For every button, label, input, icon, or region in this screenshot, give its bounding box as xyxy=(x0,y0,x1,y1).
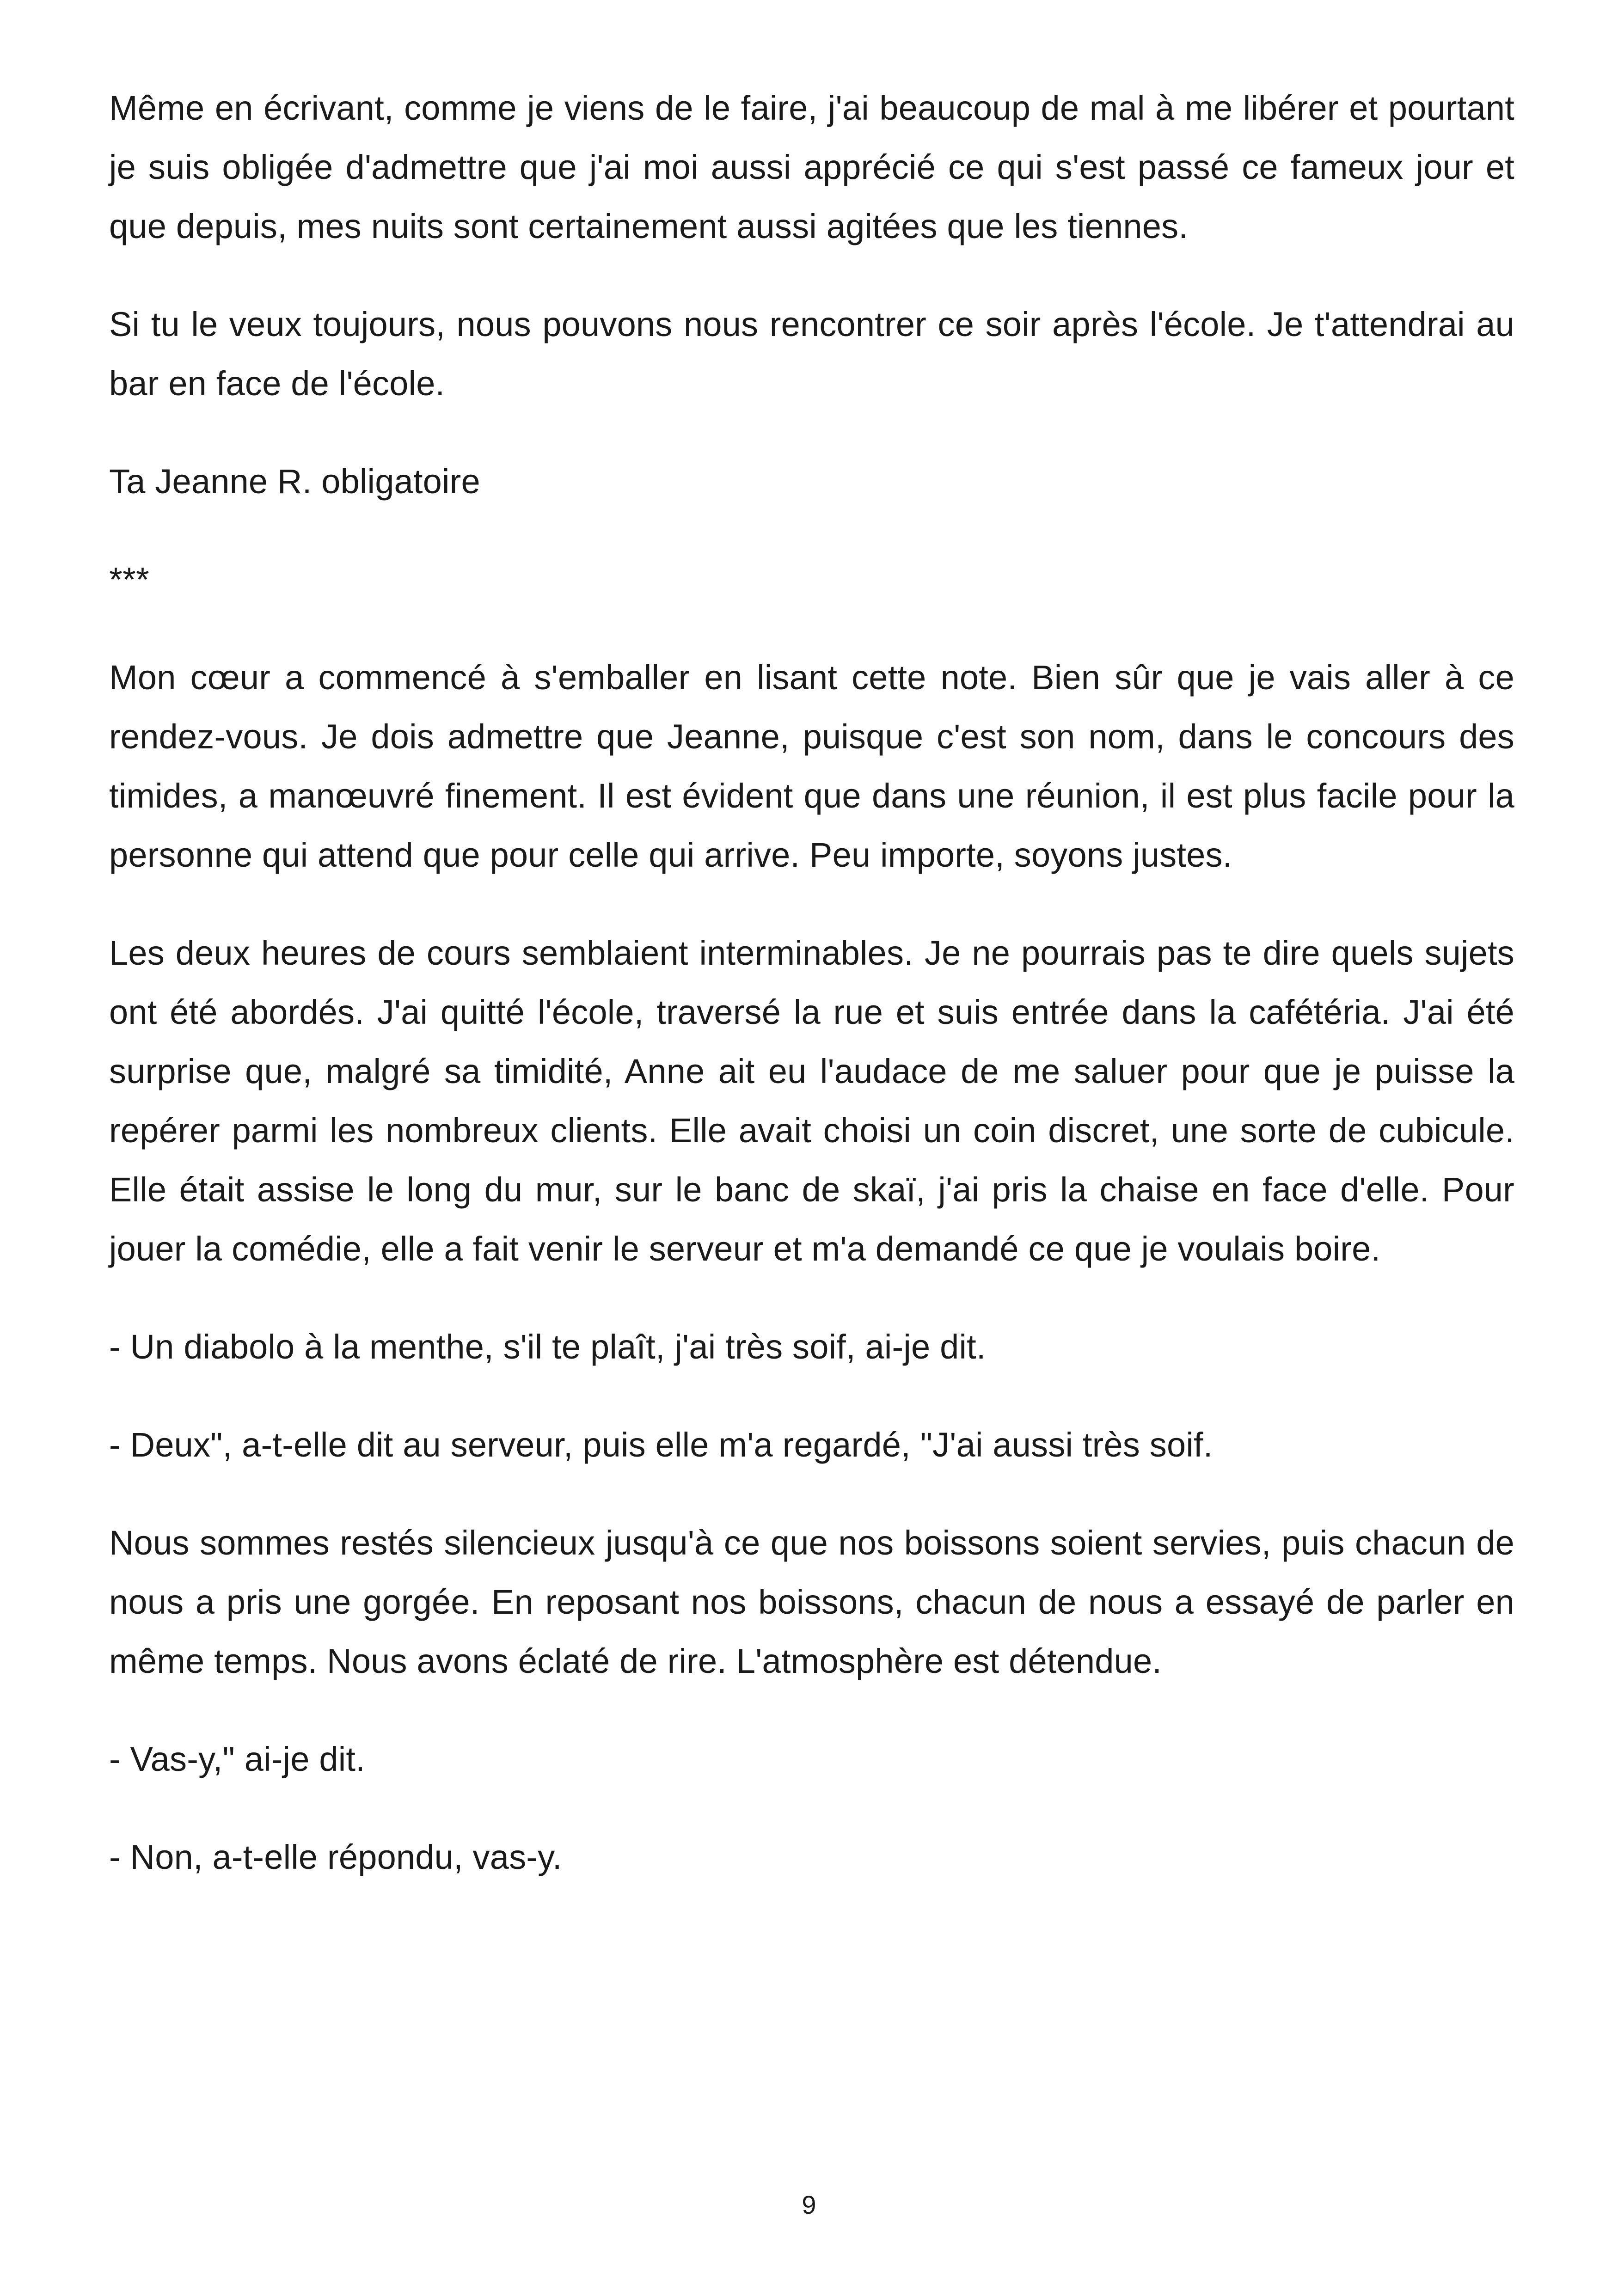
dialogue-line: - Deux", a-t-elle dit au serveur, puis elle m'a regardé, "J'ai aussi très soif. xyxy=(109,1426,1213,1464)
paragraph-silence: Nous sommes restés silencieux jusqu'à ce que nos boissons soient servies, puis chacun de nous a pris une gorgée. En reposant nos boissons, chacun de nous a essayé de parler en même temps. Nous avons éclaté de rire. L'atmosphère est détendue. xyxy=(109,1524,1514,1680)
dialogue-line: - Non, a-t-elle répondu, vas-y. xyxy=(109,1838,562,1876)
paragraph-heart-racing: Mon cœur a commencé à s'emballer en lisant cette note. Bien sûr que je vais aller à ce rendez-vous. Je dois admettre que Jeanne, puisque c'est son nom, dans le concours des timides, a manœuvré finement. Il est évident que dans une réunion, il est plus facile pour la personne qui attend que pour celle qui arrive. Peu importe, soyons justes. xyxy=(109,658,1514,874)
paragraph-cafeteria: Les deux heures de cours semblaient interminables. Je ne pourrais pas te dire quels sujets ont été abordés. J'ai quitté l'école, traversé la rue et suis entrée dans la cafétéria. J'ai été surprise que, malgré sa timidité, Anne ait eu l'audace de me saluer pour que je puisse la repérer parmi les nombreux clients. Elle avait choisi un coin discret, une sorte de cubicule. Elle était assise le long du mur, sur le banc de skaï, j'ai pris la chaise en face d'elle. Pour jouer la comédie, elle a fait venir le serveur et m'a demandé ce que je voulais boire. xyxy=(109,934,1514,1268)
paragraph-letter-confession: Même en écrivant, comme je viens de le faire, j'ai beaucoup de mal à me libérer et pourtant je suis obligée d'admettre que j'ai moi aussi apprécié ce qui s'est passé ce fameux jour et que depuis, mes nuits sont certainement aussi agitées que les tiennes. xyxy=(109,89,1514,245)
page-number: 9 xyxy=(802,2190,816,2219)
paragraph-letter-signature: Ta Jeanne R. obligatoire xyxy=(109,462,480,501)
document-page xyxy=(109,79,1514,1926)
dialogue-line: - Vas-y," ai-je dit. xyxy=(109,1740,365,1778)
paragraph-letter-meeting: Si tu le veux toujours, nous pouvons nous rencontrer ce soir après l'école. Je t'attendrai au bar en face de l'école. xyxy=(109,305,1514,403)
dialogue-line: - Un diabolo à la menthe, s'il te plaît, j'ai très soif, ai-je dit. xyxy=(109,1328,986,1366)
section-separator: *** xyxy=(109,560,149,599)
